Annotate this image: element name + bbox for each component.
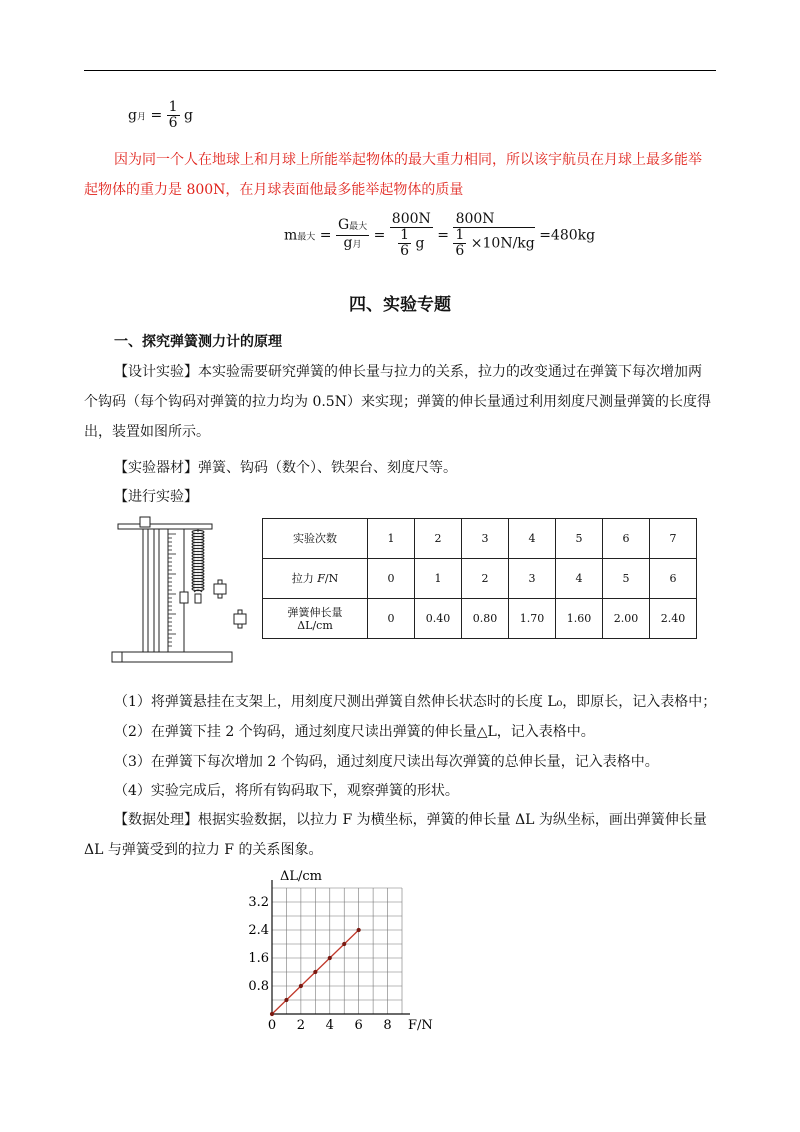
header-rule [84,70,716,71]
table-cell: 2.40 [650,599,697,639]
f3-den-num: 1 [455,227,465,243]
subsection-title: 一、探究弹簧测力计的原理 [114,334,282,350]
chart-x-tick-label: 0 [267,1018,277,1033]
table-cell: 6 [603,519,650,559]
table-cell: 0.80 [462,599,509,639]
chart-data-point [284,998,288,1002]
table-row-label: 实验次数 [263,519,368,559]
table-cell: 0.40 [415,599,462,639]
f2-den-tail: g [415,235,425,252]
materials-line: 【实验器材】弹簧、钩码（数个）、铁架台、刻度尺等。 [114,460,457,476]
fraction-numerator: 1 [168,99,178,115]
formula2-m-sub: 最大 [297,232,316,243]
chart-y-tick-label: 1.6 [248,951,269,966]
formula2-eq-2: = [373,227,386,244]
chart-y-tick-label: 0.8 [248,979,269,994]
f1-num: G [337,217,350,233]
table-cell: 0 [368,599,415,639]
data-processing-line-2: ΔL 与弹簧受到的拉力 F 的关系图象。 [84,842,323,858]
fraction-800n-10nkg [453,212,534,259]
table-row [263,559,697,599]
formula2-m: m [284,227,298,244]
table-row [263,599,697,639]
f1-den-sub: 月 [352,240,362,250]
f1-den: g [343,235,353,251]
table-cell: 1.70 [509,599,556,639]
experiment-table [262,518,697,639]
step-2: （2）在弹簧下挂 2 个钩码，通过刻度尺读出弹簧的伸长量△L，记入表格中。 [114,724,595,740]
formula-max-mass [284,212,595,259]
fraction-denominator: 6 [168,115,178,131]
row3-label-b: ΔL/cm [297,618,333,632]
fraction-800n-g [390,212,433,259]
chart-data-point [357,928,361,932]
f1-num-sub: 最大 [349,222,368,232]
f3-den-tail: ×10N/kg [470,235,535,252]
row3-label-a: 弹簧伸长量 [287,605,343,619]
fraction-one-sixth [167,100,180,131]
table-cell: 3 [462,519,509,559]
table-cell: 3 [509,559,556,599]
data-processing-line-1: 【数据处理】根据实验数据，以拉力 F 为横坐标，弹簧的伸长量 ΔL 为纵坐标，画出弹簧伸长量 [114,812,707,828]
formula2-eq-1: = [319,227,332,244]
table-row-label [263,559,368,599]
table-cell: 1.60 [556,599,603,639]
chart-x-tick-label: 6 [354,1018,363,1033]
step-4: （4）实验完成后，将所有钩码取下，观察弹簧的形状。 [114,783,459,799]
row2-label-pre: 拉力 [291,572,318,585]
formula2-eq-3: = [437,227,449,244]
chart-x-tick-label: 2 [296,1018,306,1033]
fraction-g-ratio [336,218,369,253]
design-line-2: 个钩码（每个钩码对弹簧的拉力均为 0.5N）来实现；弹簧的伸长量通过利用刻度尺测量弹簧的长度得 [84,394,711,410]
chart-y-axis-label: ΔL/cm [280,869,323,884]
formula2-result: =480kg [539,227,596,244]
chart-x-axis-label: F/N [408,1018,433,1033]
table-row [263,519,697,559]
row2-label-post: /N [324,572,339,585]
table-cell: 4 [509,519,556,559]
table-cell: 7 [650,519,697,559]
table-cell: 2 [415,519,462,559]
formula-tail: g [184,107,193,124]
chart-data-point [299,984,303,988]
design-line-1: 【设计实验】本实验需要研究弹簧的伸长量与拉力的关系，拉力的改变通过在弹簧下每次增加两 [114,364,702,380]
f2-den-den: 6 [400,243,410,259]
chart-data-point [342,942,346,946]
table-cell: 0 [368,559,415,599]
table-cell: 5 [603,559,650,599]
section-title: 四、实验专题 [349,295,451,315]
table-row-label [263,599,368,639]
procedure-heading: 【进行实验】 [114,489,198,505]
formula-lhs-sub: 月 [136,112,146,123]
chart-data-point [328,956,332,960]
chart-y-tick-label: 3.2 [248,895,269,910]
table-cell: 1 [415,559,462,599]
red-paragraph-line-1: 因为同一个人在地球上和月球上所能举起物体的最大重力相同，所以该宇航员在月球上最多能举 [114,152,702,168]
formula-lhs: g [128,107,137,124]
chart-y-tick-label: 2.4 [248,923,269,938]
design-line-3: 出，装置如图所示。 [84,424,210,440]
table-cell: 2 [462,559,509,599]
formula-eq: = [150,107,163,124]
step-3: （3）在弹簧下每次增加 2 个钩码，通过刻度尺读出每次弹簧的总伸长量，记入表格中。 [114,754,659,770]
chart-x-tick-label: 8 [383,1018,392,1033]
f2-num: 800N [391,211,431,227]
table-cell: 5 [556,519,603,559]
formula-moon-gravity [128,100,193,131]
step-1: （1）将弹簧悬挂在支架上，用刻度尺测出弹簧自然伸长状态时的长度 L₀，即原长，记入表格中； [114,694,717,710]
table-cell: 6 [650,559,697,599]
row2-label-var: F [317,572,325,585]
table-cell: 2.00 [603,599,650,639]
table-cell: 4 [556,559,603,599]
table-cell: 1 [368,519,415,559]
chart-data-point [313,970,317,974]
red-paragraph-line-2: 起物体的重力是 800N，在月球表面他最多能举起物体的质量 [84,182,464,198]
apparatus-illustration [110,514,252,666]
f3-num: 800N [453,212,534,228]
chart-data-point [270,1012,274,1016]
f3-den-den: 6 [455,243,465,259]
chart-x-tick-label: 4 [325,1018,334,1033]
extension-force-chart [240,864,460,1036]
f2-den-num: 1 [400,227,410,243]
